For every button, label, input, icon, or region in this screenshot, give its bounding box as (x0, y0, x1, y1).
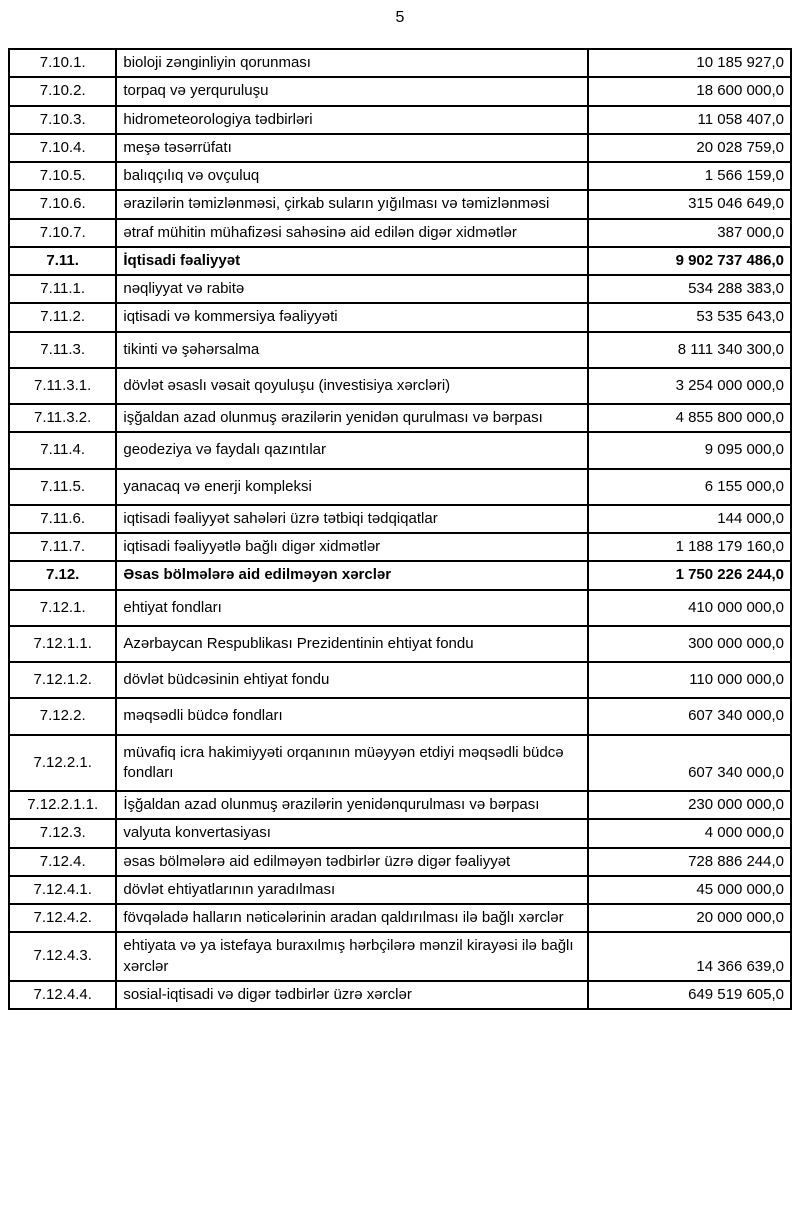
page-number: 5 (395, 9, 405, 26)
row-code: 7.10.2. (9, 77, 116, 105)
row-description: dövlət ehtiyatlarının yaradılması (116, 876, 588, 904)
table-row (9, 49, 791, 77)
row-amount: 6 155 000,0 (588, 469, 791, 505)
row-description: ətraf mühitin mühafizəsi sahəsinə aid edilən digər xidmətlər (116, 219, 588, 247)
row-description: işğaldan azad olunmuş ərazilərin yenidən qurulması və bərpası (116, 404, 588, 432)
row-amount: 20 000 000,0 (588, 904, 791, 932)
row-description: əsas bölmələrə aid edilməyən tədbirlər üzrə digər fəaliyyət (116, 848, 588, 876)
row-description: meşə təsərrüfatı (116, 134, 588, 162)
row-code: 7.12. (9, 561, 116, 589)
row-code: 7.10.4. (9, 134, 116, 162)
row-amount: 9 902 737 486,0 (588, 247, 791, 275)
row-description: geodeziya və faydalı qazıntılar (116, 432, 588, 468)
row-description: müvafiq icra hakimiyyəti orqanının müəyyən etdiyi məqsədli büdcə fondları (116, 735, 588, 792)
row-description: iqtisadi fəaliyyətlə bağlı digər xidmətlər (116, 533, 588, 561)
row-amount: 4 855 800 000,0 (588, 404, 791, 432)
table-row (9, 106, 791, 134)
row-description: nəqliyyat və rabitə (116, 275, 588, 303)
table-row (9, 819, 791, 847)
table-row (9, 432, 791, 468)
table-row (9, 368, 791, 404)
row-code: 7.10.1. (9, 49, 116, 77)
row-amount: 110 000 000,0 (588, 662, 791, 698)
row-description: məqsədli büdcə fondları (116, 698, 588, 734)
row-description: tikinti və şəhərsalma (116, 332, 588, 368)
row-description: sosial-iqtisadi və digər tədbirlər üzrə xərclər (116, 981, 588, 1009)
budget-table-body (9, 49, 791, 1009)
row-amount: 315 046 649,0 (588, 190, 791, 218)
row-code: 7.12.2. (9, 698, 116, 734)
table-row (9, 590, 791, 626)
row-code: 7.12.3. (9, 819, 116, 847)
row-amount: 14 366 639,0 (588, 932, 791, 981)
row-amount: 53 535 643,0 (588, 303, 791, 331)
row-description: Azərbaycan Respublikası Prezidentinin ehtiyat fondu (116, 626, 588, 662)
table-row (9, 332, 791, 368)
row-description: ərazilərin təmizlənməsi, çirkab suların yığılması və təmizlənməsi (116, 190, 588, 218)
row-description: iqtisadi fəaliyyət sahələri üzrə tətbiqi tədqiqatlar (116, 505, 588, 533)
row-amount: 728 886 244,0 (588, 848, 791, 876)
budget-table (8, 48, 792, 1010)
row-amount: 8 111 340 300,0 (588, 332, 791, 368)
row-amount: 18 600 000,0 (588, 77, 791, 105)
row-code: 7.12.4.1. (9, 876, 116, 904)
table-row (9, 404, 791, 432)
table-row (9, 981, 791, 1009)
row-code: 7.12.2.1. (9, 735, 116, 792)
row-code: 7.11.2. (9, 303, 116, 331)
row-code: 7.12.2.1.1. (9, 791, 116, 819)
table-row (9, 247, 791, 275)
row-amount: 9 095 000,0 (588, 432, 791, 468)
row-code: 7.10.7. (9, 219, 116, 247)
row-amount: 534 288 383,0 (588, 275, 791, 303)
row-description: valyuta konvertasiyası (116, 819, 588, 847)
table-row (9, 932, 791, 981)
row-amount: 387 000,0 (588, 219, 791, 247)
table-row (9, 219, 791, 247)
row-code: 7.11.4. (9, 432, 116, 468)
row-amount: 4 000 000,0 (588, 819, 791, 847)
row-description: Əsas bölmələrə aid edilməyən xərclər (116, 561, 588, 589)
row-description: torpaq və yerquruluşu (116, 77, 588, 105)
table-row (9, 275, 791, 303)
table-row (9, 791, 791, 819)
row-description: İqtisadi fəaliyyət (116, 247, 588, 275)
row-amount: 45 000 000,0 (588, 876, 791, 904)
row-amount: 1 750 226 244,0 (588, 561, 791, 589)
row-code: 7.12.4.4. (9, 981, 116, 1009)
table-row (9, 848, 791, 876)
row-description: ehtiyata və ya istefaya buraxılmış hərbçilərə mənzil kirayəsi ilə bağlı xərclər (116, 932, 588, 981)
row-amount: 410 000 000,0 (588, 590, 791, 626)
row-code: 7.10.3. (9, 106, 116, 134)
row-code: 7.12.1. (9, 590, 116, 626)
table-row (9, 162, 791, 190)
row-amount: 607 340 000,0 (588, 698, 791, 734)
row-code: 7.12.4.2. (9, 904, 116, 932)
row-code: 7.11.3. (9, 332, 116, 368)
row-amount: 10 185 927,0 (588, 49, 791, 77)
row-description: iqtisadi və kommersiya fəaliyyəti (116, 303, 588, 331)
row-description: fövqəladə halların nəticələrinin aradan qaldırılması ilə bağlı xərclər (116, 904, 588, 932)
row-amount: 11 058 407,0 (588, 106, 791, 134)
table-row (9, 698, 791, 734)
row-code: 7.11.6. (9, 505, 116, 533)
row-amount: 3 254 000 000,0 (588, 368, 791, 404)
table-row (9, 533, 791, 561)
table-row (9, 561, 791, 589)
table-row (9, 505, 791, 533)
row-amount: 607 340 000,0 (588, 735, 791, 792)
table-row (9, 904, 791, 932)
row-description: dövlət əsaslı vəsait qoyuluşu (investisiya xərcləri) (116, 368, 588, 404)
row-code: 7.11.7. (9, 533, 116, 561)
table-row (9, 469, 791, 505)
row-code: 7.11. (9, 247, 116, 275)
table-row (9, 190, 791, 218)
row-code: 7.11.3.2. (9, 404, 116, 432)
row-code: 7.11.1. (9, 275, 116, 303)
row-amount: 300 000 000,0 (588, 626, 791, 662)
row-description: balıqçılıq və ovçuluq (116, 162, 588, 190)
row-description: dövlət büdcəsinin ehtiyat fondu (116, 662, 588, 698)
row-amount: 1 188 179 160,0 (588, 533, 791, 561)
row-code: 7.12.1.2. (9, 662, 116, 698)
row-amount: 230 000 000,0 (588, 791, 791, 819)
row-amount: 20 028 759,0 (588, 134, 791, 162)
table-row (9, 662, 791, 698)
row-amount: 649 519 605,0 (588, 981, 791, 1009)
row-description: İşğaldan azad olunmuş ərazilərin yenidənqurulması və bərpası (116, 791, 588, 819)
row-description: ehtiyat fondları (116, 590, 588, 626)
row-description: bioloji zənginliyin qorunması (116, 49, 588, 77)
row-code: 7.12.4.3. (9, 932, 116, 981)
table-row (9, 134, 791, 162)
row-code: 7.12.1.1. (9, 626, 116, 662)
table-row (9, 876, 791, 904)
table-row (9, 303, 791, 331)
row-code: 7.10.6. (9, 190, 116, 218)
row-description: hidrometeorologiya tədbirləri (116, 106, 588, 134)
row-amount: 144 000,0 (588, 505, 791, 533)
row-code: 7.10.5. (9, 162, 116, 190)
table-row (9, 735, 791, 792)
table-row (9, 77, 791, 105)
row-code: 7.12.4. (9, 848, 116, 876)
row-code: 7.11.3.1. (9, 368, 116, 404)
table-row (9, 626, 791, 662)
row-code: 7.11.5. (9, 469, 116, 505)
row-amount: 1 566 159,0 (588, 162, 791, 190)
row-description: yanacaq və enerji kompleksi (116, 469, 588, 505)
